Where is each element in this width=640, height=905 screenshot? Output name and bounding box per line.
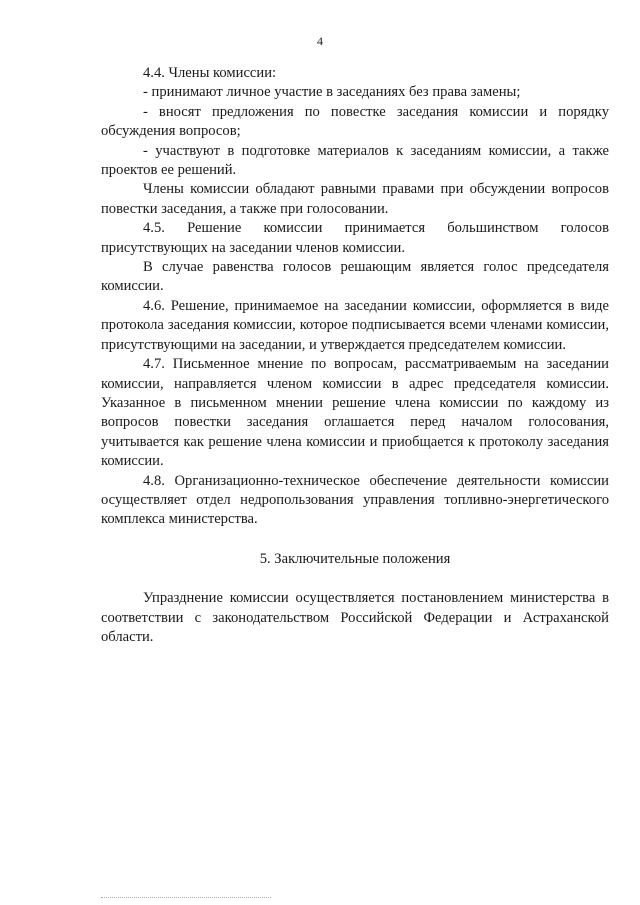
paragraph-4-6: 4.6. Решение, принимаемое на заседании комиссии, оформляется в виде протокола заседания комиссии, которое подписывается всеми членами комиссии, присутствующими на заседании, и утверждается председателем комиссии. <box>101 297 609 353</box>
paragraph-4-8: 4.8. Организационно-техническое обеспечение деятельности комиссии осуществляет отдел недропользования управления топливно-энергетического комплекса министерства. <box>101 472 609 528</box>
paragraph-4-5: 4.5. Решение комиссии принимается большинством голосов присутствующих на заседании членов комиссии. <box>101 220 609 256</box>
paragraph-4-4-heading: 4.4. Члены комиссии: <box>143 65 277 81</box>
paragraph-bullet-proposals: - вносят предложения по повестке заседания комиссии и порядку обсуждения вопросов; <box>101 103 609 140</box>
section-heading: 5. Заключительные положения <box>259 550 451 567</box>
footer-rule <box>101 897 271 898</box>
paragraph-tie-vote: В случае равенства голосов решающим является голос председателя комиссии. <box>101 259 609 295</box>
page-number: 4 <box>317 34 323 48</box>
paragraph-4-7: 4.7. Письменное мнение по вопросам, рассматриваемым на заседании комиссии, направляется членом комиссии в адрес председателя комиссии. Указанное в письменном мнении решение члена комиссии по каждому из вопросов повестки заседания оглашается перед началом голосования, учитывается как решение члена комиссии и приобщается к протоколу заседания комиссии. <box>101 356 609 470</box>
paragraph-bullet-preparation: - участвуют в подготовке материалов к заседаниям комиссии, а также проектов ее решений. <box>101 142 609 179</box>
paragraph-equal-rights: Члены комиссии обладают равными правами при обсуждении вопросов повестки заседания, а также при голосовании. <box>101 181 609 217</box>
paragraph-final: Упразднение комиссии осуществляется постановлением министерства в соответствии с законодательством Российской Федерации и Астраханской области. <box>101 590 609 645</box>
paragraph-bullet-participation: - принимают личное участие в заседаниях без права замены; <box>143 84 521 101</box>
document-body <box>101 64 609 647</box>
